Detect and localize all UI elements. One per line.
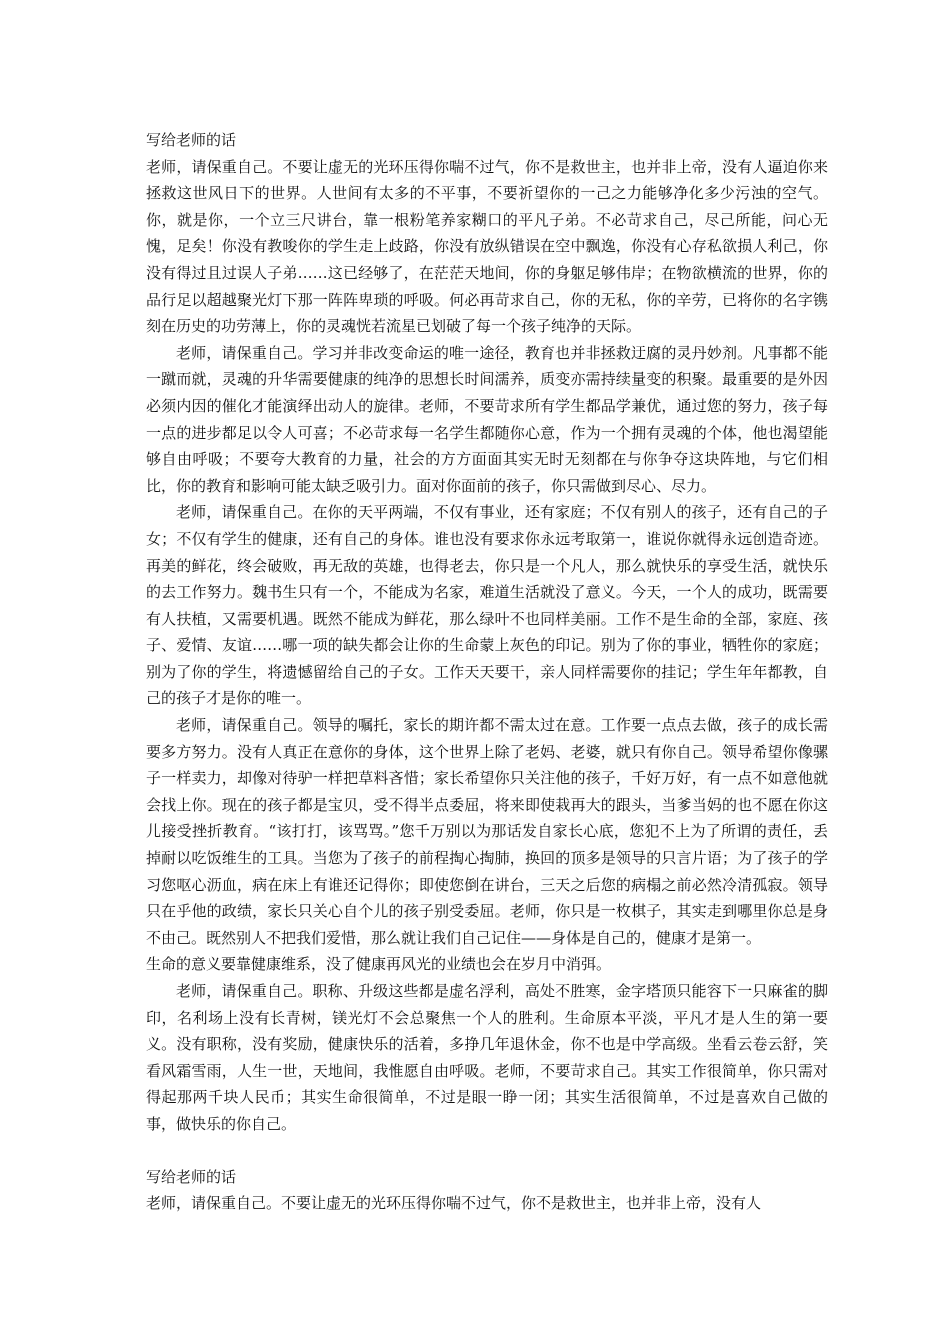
- paragraph-6: 老师，请保重自己。职称、升级这些都是虚名浮利，高处不胜寒，金字塔顶只能容下一只麻雀的脚印，名利场上没有长青树，镁光灯不会总聚焦一个人的胜利。生命原本平淡，平凡才是人生的第一要义。没有职称，没有奖励，健康快乐的活着，多挣几年退休金，你不也是中学高级。坐看云卷云舒，笑看风霜雪雨，人生一世，天地间，我惟愿自由呼吸。老师，不要苛求自己。其实工作很简单，你只需对得起那两千块人民币；其实生命很简单，不过是眼一睁一闭；其实生活很简单，不过是喜欢自己做的事，做快乐的你自己。: [146, 982, 828, 1133]
- repeat-title: 写给老师的话: [146, 1167, 237, 1186]
- paragraph-1: 老师，请保重自己。不要让虚无的光环压得你喘不过气，你不是救世主，也并非上帝，没有人逼迫你来拯救这世风日下的世界。人世间有太多的不平事，不要祈望你的一己之力能够净化多少污浊的空气。你，就是你，一个立三尺讲台，靠一根粉笔养家糊口的平凡子弟。不必苛求自己，尽己所能，问心无愧，足矣！你没有教唆你的学生走上歧路，你没有放纵错误在空中飘逸，你没有心存私欲损人利己，你没有得过且过误人子弟……这已经够了，在茫茫天地间，你的身躯足够伟岸；在物欲横流的世界，你的品行足以超越聚光灯下那一阵阵卑琐的呼吸。何必再苛求自己，你的无私，你的辛劳，已将你的名字镌刻在历史的功劳薄上，你的灵魂恍若流星已划破了每一个孩子纯净的天际。: [146, 157, 828, 336]
- document-page: [146, 127, 828, 1217]
- section-gap: [146, 1138, 828, 1164]
- paragraph-5: 生命的意义要靠健康维系，没了健康再风光的业绩也会在岁月中消弭。: [146, 955, 612, 974]
- paragraph-4: 老师，请保重自己。领导的嘱托，家长的期许都不需太过在意。工作要一点点去做，孩子的成长需要多方努力。没有人真正在意你的身体，这个世界上除了老妈、老婆，就只有你自己。领导希望你像骡子一样卖力，却像对待驴一样把草料吝惜；家长希望你只关注他的孩子，千好万好，有一点不如意他就会找上你。现在的孩子都是宝贝，受不得半点委屈，将来即使栽再大的跟头，当爹当妈的也不愿在你这儿接受挫折教育。“该打打，该骂骂。”您千万别以为那话发自家长心底，您犯不上为了所谓的责任，丢掉耐以吃饭维生的工具。当您为了孩子的前程掏心掏肺，换回的顶多是领导的只言片语；为了孩子的学习您呕心沥血，病在床上有谁还记得你；即使您倒在讲台，三天之后您的病榻之前必然冷清孤寂。领导只在乎他的政绩，家长只关心自个儿的孩子别受委屈。老师，你只是一枚棋子，其实走到哪里你总是身不由己。既然别人不把我们爱惜，那么就让我们自己记住——身体是自己的，健康才是第一。: [146, 716, 828, 947]
- document-title: 写给老师的话: [146, 131, 237, 149]
- repeat-first-line: 老师，请保重自己。不要让虚无的光环压得你喘不过气，你不是救世主，也并非上帝，没有人: [146, 1194, 762, 1213]
- paragraph-2: 老师，请保重自己。学习并非改变命运的唯一途径，教育也并非拯救迂腐的灵丹妙剂。凡事都不能一蹴而就，灵魂的升华需要健康的纯净的思想长时间濡养，质变亦需持续量变的积聚。最重要的是外因必须内因的催化才能演绎出动人的旋律。老师，不要苛求所有学生都品学兼优，通过您的努力，孩子每一点的进步都足以令人可喜；不必苛求每一名学生都随你心意，作为一个拥有灵魂的个体，他也渴望能够自由呼吸；不要夸大教育的力量，社会的方方面面其实无时无刻都在与你争夺这块阵地，与它们相比，你的教育和影响可能太缺乏吸引力。面对你面前的孩子，你只需做到尽心、尽力。: [146, 343, 828, 495]
- paragraph-3: 老师，请保重自己。在你的天平两端，不仅有事业，还有家庭；不仅有别人的孩子，还有自己的子女；不仅有学生的健康，还有自己的身体。谁也没有要求你永远考取第一，谁说你就得永远创造奇迹。再美的鲜花，终会破败，再无敌的英雄，也得老去，你只是一个凡人，那么就快乐的享受生活，就快乐的去工作努力。魏书生只有一个，不能成为名家，难道生活就没了意义。今天，一个人的成功，既需要有人扶植，又需要机遇。既然不能成为鲜花，那么绿叶不也同样美丽。工作不是生命的全部，家庭、孩子、爱情、友谊……哪一项的缺失都会让你的生命蒙上灰色的印记。别为了你的事业，牺牲你的家庭；别为了你的学生，将遗憾留给自己的子女。工作天天要干，亲人同样需要你的挂记；学生年年都教，自己的孩子才是你的唯一。: [146, 503, 828, 708]
